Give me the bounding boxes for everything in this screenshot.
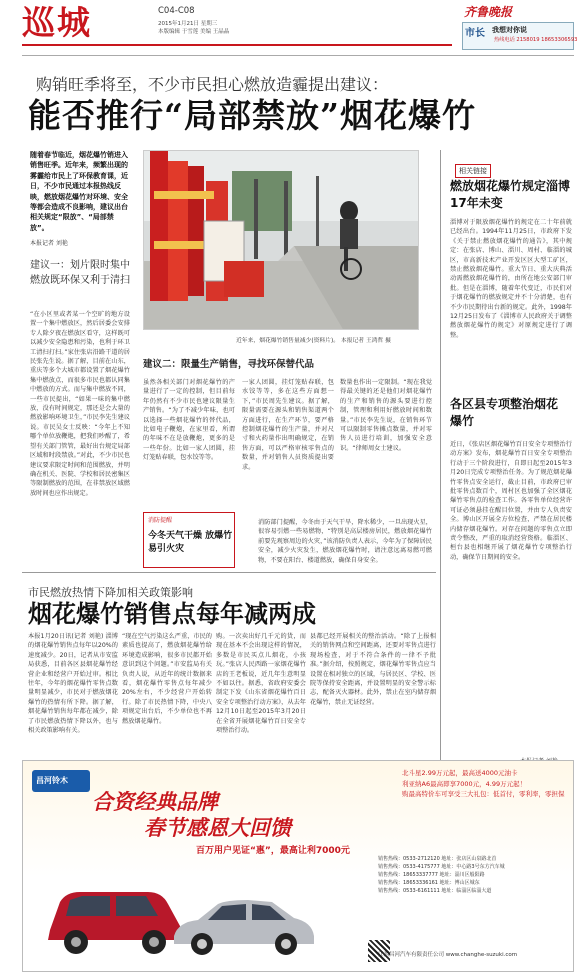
dealer-list <box>378 855 568 895</box>
lead-column-1: “在小区里或者某一个空旷的地方设置一个集中燃放区，然后居委会安排专人除夕夜在燃放区看守，这样既可以减少安全隐患和污染，也利于环卫工清扫打扫。”家住张店沿路干道的居民张先生说。据了解，目前在山东，重庆等多个大城市都设置了烟花爆竹集中燃放点，而很多市民也都认同集中燃放的方式。而与集中燃放不同，一些市民提出，“如果一味的集中燃放，没有时间规定，那还是会大量的燃放影响环境卫生，”市民李先生建议说。市民吴女士反映：“今年上不知哪个单位放鞭炮，把我们吵醒了，希望有关部门管管，最好出台规定局部区域和时段禁放。”对此，不少市民也建议要求限定时间和范围燃放，并明确在机关、医院、学校和居民密集区等限制燃放的范围，在非禁放区域燃放时间也应作出规定。 <box>30 311 130 497</box>
ad-price-line: 北斗星2.99万元起，最高送4000元油卡 <box>402 769 518 777</box>
ad-price-line: 利亚纳A6最高即享7000元，4.99万元起！ <box>402 779 527 788</box>
lead-column-4: 数量也作出一定限制。“现在我觉得最关键的还是他们对烟花爆竹的生产和销售的源头要进行控制，管理和利用好燃放时间和数量。”市民李先生说，在销售环节可以限制零售摊点数量，并对零售人员进行培训，加强安全意识。“律师周女士建议。 <box>340 379 432 452</box>
photo-caption: 近年来，烟花爆竹销售量减少(资料片)。 本报记者 王鸿哲 摄 <box>236 338 391 344</box>
ad-company-footer: 江西昌河汽车有限责任公司 www.changhe-suzuki.com <box>378 952 518 958</box>
lead-intro: 随着春节临近，烟花爆竹销进入销售旺季。近年来，频繁出现的雾霾给市民上了环保教育课，近日，不少市民通过本报热线反映，燃放烟花爆竹对环境、安全等都会造成不良影响，建议出台相关规定“限放”、“局部禁放”。 <box>30 151 128 232</box>
lead-byline: 本报记者 刘艳 <box>30 240 68 247</box>
fire-tip-title: 今冬天气干燥 放爆竹易引火灾 <box>148 531 233 554</box>
page-code: C04-C08 <box>158 6 195 16</box>
lead-headline: 能否推行“局部禁放”烟花爆竹 <box>28 96 476 135</box>
subhead-suggestion-1: 建议一：划片限时集中燃放既环保又利于清扫 <box>30 260 130 286</box>
masthead-divider <box>22 55 574 56</box>
story2-column-4: 县都已经开展相关的整治活动。“除了上报相关的销售网点和空间距离，还要对零售点进行现场检查，对于不符合条件的一律不予批准。”据介绍，按照规定，烟花爆竹零售点应当设置在相对独立的区域，与居民区、学校、医院等保持安全距离，并设置明显的安全警示标志，配备灭火器材。此外，禁止在室内储存烟花爆竹，禁止无证经营。 <box>310 633 436 706</box>
ad-headline-2: 春节感恩大回馈 <box>144 815 291 840</box>
lead-column-3: 一家人团圆，挂灯笼贴春联，包水饺等等，多在这些方面想一下，”市民周先生建议。据了解，限量需要在源头和销售渠道两个方面进行，在生产环节，要严格控制烟花爆竹的生产量，并对尺寸和火药量作出明确规定，在销售方面，可以严格审核零售点的数量，并对销售人员资质提出要求。 <box>242 379 334 471</box>
related-body: 淄博对于限放烟花爆竹的规定在二十年前就已经出台。1994年11月25日，市政府下发《关于禁止燃放烟花爆竹的通告》，其中规定：在张店、博山、淄川、周村、临淄的城区，市高新技术产业开发区区大型工矿区，禁止燃放烟花爆竹。重大节日、重大庆典活动需燃放烟花爆竹的，由所在地公安部门审批。但是在淄博，随着年代变迁，市民们对于烟花爆竹的燃放规定并不十分清楚，也有不少市民期待出台新的规定。此外，1998年12月25日发布了《淄博市人民政府关于调整燃放烟花爆竹的规定》对原规定进行了调整。 <box>450 219 572 339</box>
fire-tip-body: 消防部门提醒，今冬由于天气干旱，降水稀少，一旦出现火星，很容易引燃一些易燃物，“特别是高层楼房居民，燃放烟花爆竹前要先观察周边的火灾，”该消防负责人表示，今年为了保障居民安全，减少火灾发生，燃放烟花爆竹时，请注意远离易燃可燃物，不要在阳台、楼道燃放，确保自身安全。 <box>258 519 432 564</box>
news-photo <box>143 150 419 330</box>
related-headline: 燃放烟花爆竹规定淄博17年未变 <box>450 179 571 210</box>
ad-price-list <box>402 768 572 800</box>
issue-date: 2015年1月21日 星期三 <box>158 21 218 27</box>
sidebar-headline: 各区县专项整治烟花爆竹 <box>450 397 559 428</box>
dealer-row: 销售热线：0533-4175777 地址：中心路3号东方汽车城 <box>378 864 505 870</box>
story-divider <box>22 572 436 573</box>
masthead-rule <box>22 44 452 46</box>
lead-kicker: 购销旺季将至，不少市民担心燃放造霾提出建议： <box>36 75 389 94</box>
story2-column-3: 购。一次卖出好几千元的货，而现在基本不会出现这样的情况，多数是市民买点儿烟花，小孩玩。”张店人民西路一家烟花爆竹店的王老板说，近几年生意明显不如以往。据悉，省政府安委会制定下发《山东省烟花爆竹百日安全专项整治行动方案》，从去年12月10日起至2015年3月20日在全省开展烟花爆竹百日安全专项整治行动。 <box>216 633 306 735</box>
dealer-row: 销售热线：0533-2712120 地址：张店区山泉路北首 <box>378 856 497 862</box>
dealer-row: 销售热线：18653337777 地址：淄川区般阳路 <box>378 872 485 878</box>
dealer-row: 销售热线：0533-6161111 地址：临淄区临淄大道 <box>378 888 492 894</box>
ad-headline-1: 合资经典品牌 <box>92 789 218 814</box>
dealer-row: 销售热线：18653336161 地址：博山区城东 <box>378 880 480 886</box>
hotline-title: 市长 <box>465 28 485 39</box>
subhead-suggestion-2: 建议二：限量生产销售，寻找环保替代品 <box>143 359 315 370</box>
fire-tip-label: 消防提醒 <box>148 517 173 524</box>
sidebar-body: 近日，《张店区烟花爆竹百日安全专项整治行动方案》发布，烟花爆竹百日安全专项整治行动于三个阶段进行，自即日起至2015年3月20日完成专项整治任务。为了规范烟花爆竹零售点安全运行，截止目前，市政府已审批零售点数百个，周村区也加强了全区烟花爆竹零售点的检查工作。各零售单位经营许可证必须悬挂在醒目位置，并由专人负责安全。博山区开展全方位检查，严禁在居民楼内储存烟花爆竹。对存在问题的零售点立即责令整改，严重的取消经营资格。临淄区、桓台县也相继开展了烟花爆竹专项整治行动，确保节日期间的安全。 <box>450 441 572 561</box>
story2-column-2: “现在空气污染这么严重，市民的素质也提高了，燃放烟花爆竹给环境造成影响，很多市民都开始意识到这个问题。”市安监局有关负责人说，从近年的统计数据来看，烟花爆竹零售点每年减少20%左右，不少经营户开始转行。除了市民热情下降，中央八项规定出台后，不少单位也不再燃放烟花爆竹。 <box>122 633 212 725</box>
ad-brand-name: 昌河铃木 <box>36 776 68 785</box>
ad-headline-3: 百万用户见证“惠”，最高让利7000元 <box>196 846 350 856</box>
newspaper-logo: 齐鲁晚报 <box>464 5 513 19</box>
section-title: 巡城 <box>22 3 92 42</box>
hotline-subtitle: 我想对你说 <box>492 26 527 34</box>
ad-price-line: 购最高特价车可享受三大礼包：低首付，零利率，零担保 <box>402 790 565 798</box>
editor-line: 本版编辑 于雪莲 美编 王晶晶 <box>158 29 230 35</box>
sidebar-rule <box>440 150 441 770</box>
story2-headline: 烟花爆竹销售点每年减两成 <box>28 599 316 628</box>
story2-kicker: 市民燃放热情下降加相关政策影响 <box>28 586 193 599</box>
story2-column-1: 本报1月20日讯(记者 刘艳) 淄博的烟花爆竹销售点每年以20%的速度减少。20日，记者从市安监局获悉，目前各区县烟花爆竹经营企业和经营户开始过审。相比往年，今年的烟花爆竹零售点数量明显减少，市民对于燃放烟花爆竹的热情有所下降。据了解，烟花爆竹销售每年都在减少，除了市民燃放热情下降以外，也与相关政策影响有关。 <box>28 633 118 735</box>
silver-car-icon <box>168 892 318 958</box>
hotline-phone: 热线电话 2158019 18653306593 <box>494 37 578 43</box>
lead-column-2: 虽然各相关部门对烟花爆竹的产量进行了一定的控制，但目前每年仍然有不少市民也建议限量生产销售。“为了不减少年味，也可以选择一些烟花爆竹的替代品，比如电子鞭炮，在家里看，所谓的年味不在是放鞭炮，更多的是一些年份。比如一家人团圆，挂灯笼贴春联，包水饺等等。 <box>143 379 235 462</box>
related-link-label: 相关链接 <box>455 164 491 178</box>
